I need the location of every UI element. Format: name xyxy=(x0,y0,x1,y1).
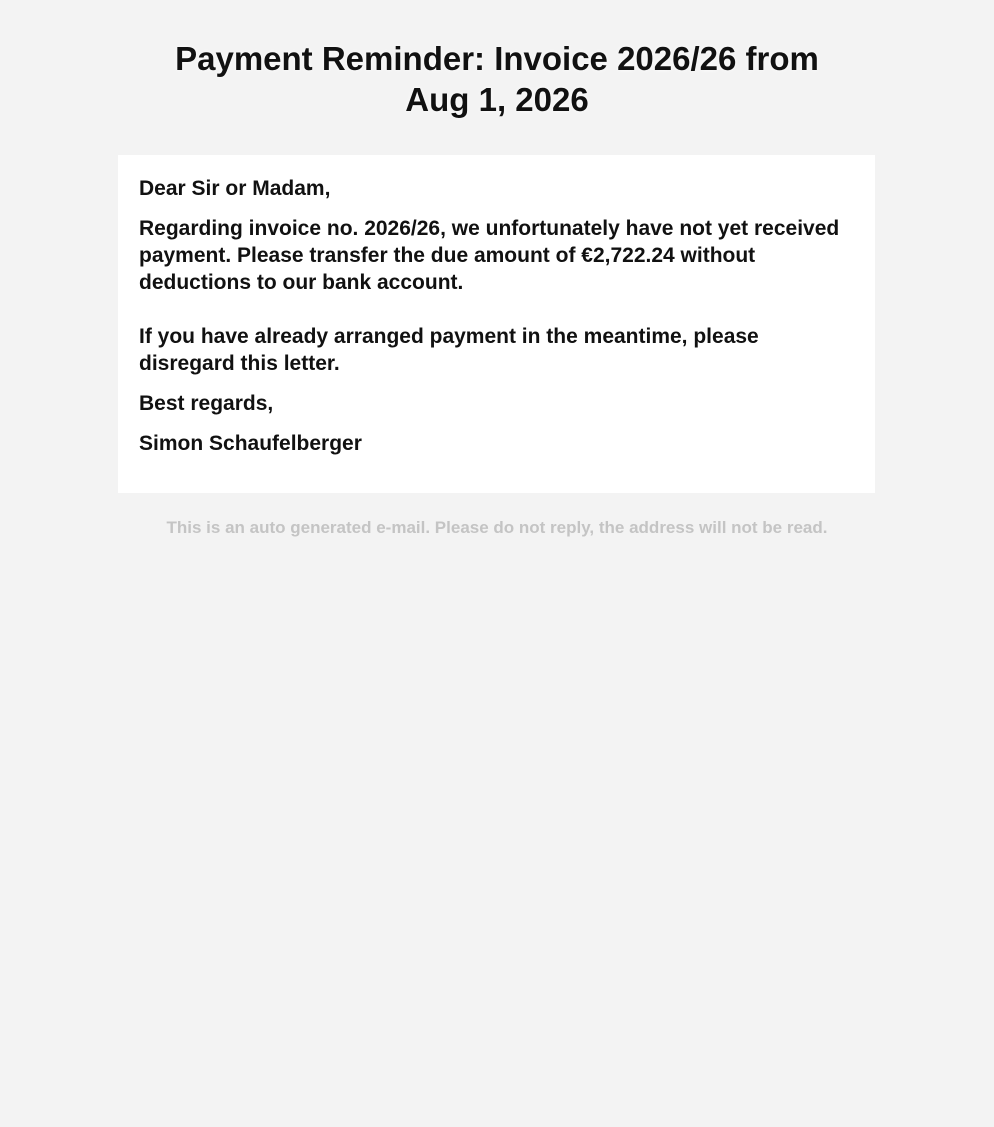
email-body-card xyxy=(118,155,875,493)
body-paragraph-payment-request: Regarding invoice no. 2026/26, we unfortunately have not yet received payment. Please transfer the due amount of €2,722.24 without deductions to our bank account. xyxy=(139,217,840,294)
greeting-text: Dear Sir or Madam, xyxy=(139,177,331,200)
closing-text: Best regards, xyxy=(139,392,274,415)
auto-generated-notice: This is an auto generated e-mail. Please do not reply, the address will not be read. xyxy=(166,518,828,537)
email-title: Payment Reminder: Invoice 2026/26 from Aug 1, 2026 xyxy=(175,40,819,118)
body-paragraph-disregard-note: If you have already arranged payment in the meantime, please disregard this letter. xyxy=(139,325,759,375)
signature-name: Simon Schaufelberger xyxy=(139,432,362,455)
